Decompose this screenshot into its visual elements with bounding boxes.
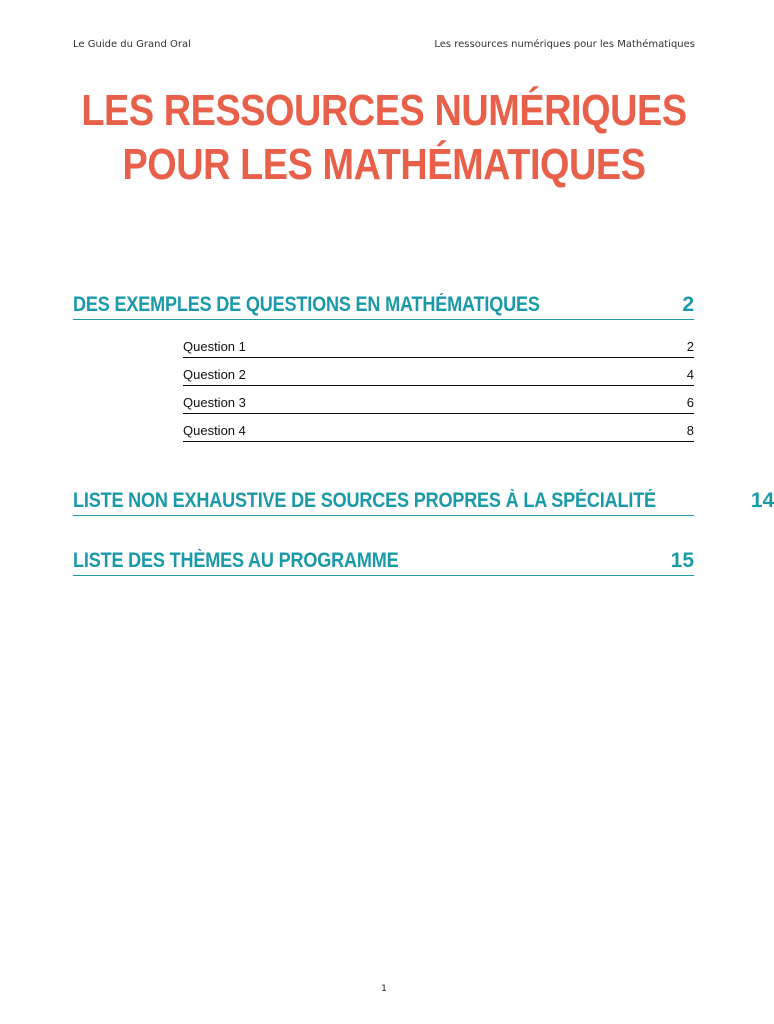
table-of-contents [73,288,774,576]
toc-item-question-2[interactable] [183,360,694,386]
toc-item-question-4[interactable] [183,416,694,442]
page-title-line-1: LES RESSOURCES NUMÉRIQUES [81,86,687,135]
spacer [73,516,694,544]
toc-item-question-3[interactable] [183,388,694,414]
toc-item-page: 6 [686,395,694,410]
toc-item-page: 2 [686,339,694,354]
page-title [54,84,714,192]
toc-section-label: LISTE NON EXHAUSTIVE DE SOURCES PROPRES À LA SPÉCIALITÉ [73,489,656,512]
toc-section-page: 14 [750,489,774,512]
spacer [73,442,694,484]
toc-item-question-1[interactable] [183,332,694,358]
toc-item-label: Question 1 [183,339,246,354]
toc-item-page: 8 [686,423,694,438]
toc-section-label: LISTE DES THÈMES AU PROGRAMME [73,549,399,572]
toc-item-label: Question 4 [183,423,246,438]
toc-item-label: Question 3 [183,395,246,410]
running-header [73,39,695,53]
header-document-title: Les ressources numériques pour les Mathématiques [434,39,695,50]
toc-section-page: 15 [670,549,694,572]
page-title-line-2: POUR LES MATHÉMATIQUES [122,140,646,189]
page-number: 1 [381,984,387,994]
toc-item-label: Question 2 [183,367,246,382]
toc-section-questions[interactable] [73,288,694,320]
toc-section-themes[interactable] [73,544,694,576]
toc-item-page: 4 [686,367,694,382]
toc-subsection-list [183,332,694,442]
toc-section-sources[interactable] [73,484,774,516]
header-guide-title: Le Guide du Grand Oral [73,39,191,50]
toc-section-label: DES EXEMPLES DE QUESTIONS EN MATHÉMATIQUES [73,293,540,316]
toc-section-page: 2 [682,293,694,316]
